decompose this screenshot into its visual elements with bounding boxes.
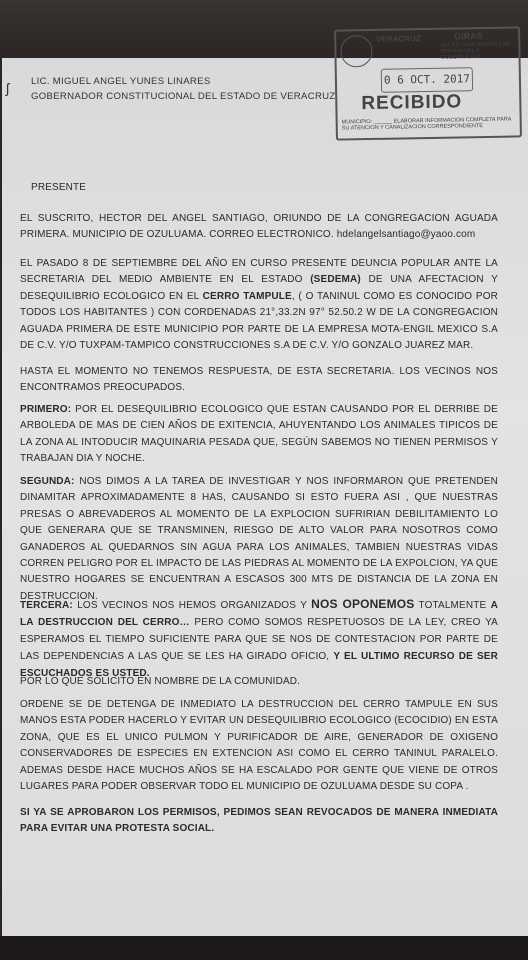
paragraph-complaint [20, 256, 498, 354]
stamp-office: GIRAS [454, 31, 483, 42]
text-bold: A LA DESTRUCCION DEL CERRO… [20, 600, 498, 628]
text-bold: CERRO TAMPULE [202, 290, 292, 302]
paragraph-order: ORDENE SE DE DETENGA DE INMEDIATO LA DESTRUCCION DEL CERRO TAMPULE EN SUS MANOS ESTA PODER HACERLO Y EVITAR UN DESEQUILIBRIO ECOLOGICO (ECOCIDIO) EN ESTA ZONA, QUE ES EL UNICO PULMON Y PURIFICADOR DE AIRE, GENERADOR DE OXIGENO CONSERVADORES DE ESPECIES EN EXTENCION ASI COMO EL CERRO TANINUL PARALELO. ADEMAS DESDE HACE MUCHOS AÑOS SE HA ESCALADO POR GENTE QUE VIENE DE OTROS LUGARES PARA PODER OBSERVAR TODO EL MUNICIPIO DE OZULUAMA DESDE SU COPA . [20, 699, 498, 793]
addressee-title: GOBERNADOR CONSTITUCIONAL DEL ESTADO DE VERACRUZ [31, 91, 336, 102]
pen-mark: ʃ [6, 80, 10, 96]
paragraph-second [20, 474, 498, 605]
text-bold: PRIMERO: [20, 404, 72, 415]
addressee-block [31, 74, 336, 104]
text: PERO COMO SOMOS RESPETUOSOS DE LA LEY, CREO YA ESPERAMOS EL TIEMPO SUFICIENTE PARA QUE SE NOS DE CONTESTACION POR PARTE DE LAS DEPENDENCIAS A LAS QUE SE LES HA GIRADO OFICIO, [20, 617, 498, 662]
text-bold: Y EL ULTIMO RECURSO DE SER ESCUCHADOS ES USTED. [20, 651, 498, 679]
text: TOTALMENTE [414, 600, 491, 611]
text-bold: NOS OPONEMOS [311, 597, 415, 611]
stamp-org: VERACRUZ [376, 34, 421, 44]
text: LOS VECINOS NOS HEMOS ORGANIZADOS Y [72, 600, 312, 611]
photo-background-bottom [0, 936, 528, 960]
received-stamp [334, 26, 522, 140]
addressee-name: LIC. MIGUEL ANGEL YUNES LINARES [31, 76, 211, 87]
text-bold: SEGUNDA: [20, 476, 75, 487]
paragraph-first [20, 402, 498, 468]
paragraph-closing: SI YA SE APROBARON LOS PERMISOS, PEDIMOS SEAN REVOCADOS DE MANERA INMEDIATA PARA EVITAR UNA PROTESTA SOCIAL. [20, 807, 498, 835]
text: DE UNA AFECTACION Y DESEQUILIBRIO ECOLOGICO EN EL [20, 274, 499, 302]
state-seal-icon [340, 35, 373, 68]
text-bold: (SEDEMA) [310, 274, 361, 286]
stamp-date: 0 6 OCT. 2017 [381, 67, 473, 93]
paragraph-third [20, 596, 498, 682]
stamp-footer: MUNICIPIO: ______ ELABORAR INFORMACION COMPLETA PARA SU ATENCION Y CANALIZACION CORRESPONDIENTE [341, 116, 512, 132]
paragraph-intro: EL SUSCRITO, HECTOR DEL ANGEL SANTIAGO, ORIUNDO DE LA CONGREGACION AGUADA PRIMERA. MUNICIPIO DE OZULUAMA. CORREO ELECTRONICO. hdelangelsantiago@yaoo.com [20, 213, 498, 241]
text: POR EL DESEQUILIBRIO ECOLOGICO QUE ESTAN CAUSANDO POR EL DERRIBE DE ARBOLEDA DE MAS DE CIEN AÑOS DE EXITENCIA, AHUYENTANDO LOS ANIMALES TIPICOS DE LA ZONA AL INTODUCIR MAQUINARIA PESADA QUE, SEGÚN SABEMOS NO TIENEN PERMISOS Y TRABAJAN DIA Y NOCHE. [20, 404, 498, 465]
text: EL PASADO 8 DE SEPTIEMBRE DEL AÑO EN CURSO PRESENTE DEUNCIA POPULAR ANTE LA SECRETARIA DEL MEDIO AMBIENTE EN EL ESTADO [20, 258, 498, 286]
paragraph-no-response: HASTA EL MOMENTO NO TENEMOS RESPUESTA, DE ESTA SECRETARIA. LOS VECINOS NOS ENCONTRAMOS PREOCUPADOS. [20, 366, 498, 394]
stamp-received: RECIBIDO [361, 91, 463, 115]
salutation: PRESENTE [31, 182, 87, 193]
text: , ( O TANINUL COMO ES CONOCIDO POR TODOS LOS HABITANTES ) CON CORDENADAS 21°,33.2N 97° 52.50.2 W DE LA CONGREGACION AGUADA PRIMERA DE ESTE MUNICIPIO POR PARTE DE LA EMPRESA MOTA-ENGIL MEXICO S.A DE C.V. Y/O TUXPAM-TAMPICO CONSTRUCCIONES S.A DE C.V. Y/O GONZALO JUAREZ MAR. [20, 290, 499, 352]
text: NOS DIMOS A LA TAREA DE INVESTIGAR Y NOS INFORMARON QUE PRETENDEN DINAMITAR APROXIMADAMENTE 8 HAS, CAUSANDO SI ESTO FUERA ASI , QUE NUESTRAS PRESAS O ABREVADEROS AL MOMENTO DE LA EXPLOCION SUFRIRIAN DEBILITAMIENTO LO QUE GENERARA QUE SE TRANSMINEN, RIESGO DE ALTO VALOR PARA NOSOTROS COMO GANADEROS AL QUEDARNOS SIN AGUA PARA LOS ANIMALES, TAMBIEN NUESTRAS VIDAS CORREN PELIGRO POR EL IMPACTO DE LAS PIEDRAS AL MOMENTO DE LA EXPOLCION, YA QUE NUESTRO HOGARES SE ENCUENTRAN A ESCASOS 300 MTS DE DISTANCIA DE LA ZONA EN DESTRUCCION. [20, 476, 498, 602]
text-bold: TERCERA: [20, 600, 73, 611]
paragraph-request: POR LO QUE SOLICITO EN NOMBRE DE LA COMUNIDAD. [20, 676, 301, 687]
stamp-office-sub: SECRETARIA PARTICULAR OFICINA DEL C. GOBERNADOR [440, 41, 511, 61]
